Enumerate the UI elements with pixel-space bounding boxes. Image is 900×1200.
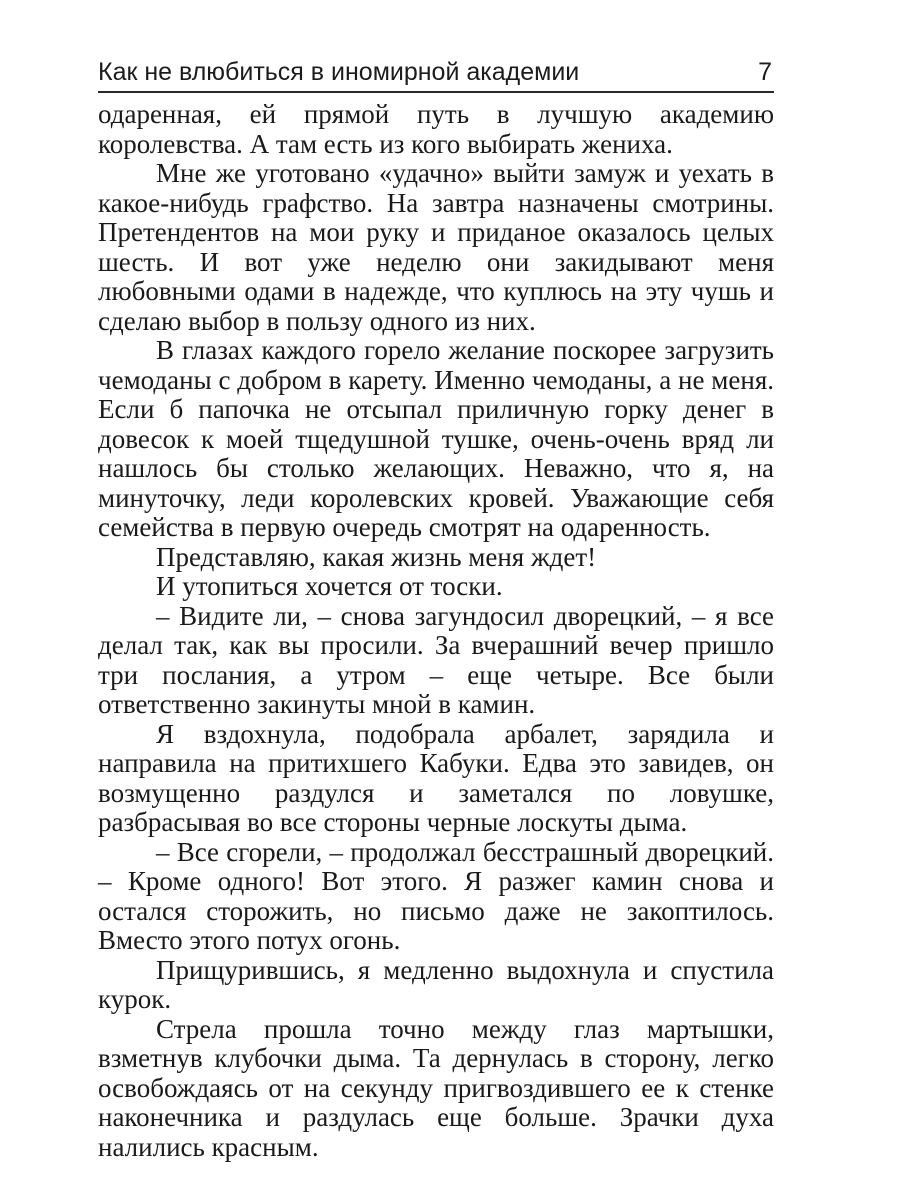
running-title: Как не влюбиться в иномирной академии bbox=[98, 58, 580, 86]
paragraph: Я вздохнула, подобрала арбалет, зарядила и направила на притихшего Кабуки. Едва это завидев, он возмущенно раздулся и заметался по ловушке, разбрасывая во все стороны черные лоскуты дыма. bbox=[98, 718, 774, 837]
paragraph: Прищурившись, я медленно выдохнула и спустила курок. bbox=[98, 954, 774, 1014]
paragraph: Мне же уготовано «удачно» выйти замуж и уехать в какое-нибудь графство. На завтра назначены смотрины. Претендентов на мои руку и приданое оказалось целых шесть. И вот уже неделю они закидывают меня любовными одами в надежде, что куплюсь на эту чушь и сделаю выбор в пользу одного из них. bbox=[98, 158, 774, 336]
running-header bbox=[98, 58, 774, 92]
body-text bbox=[98, 100, 774, 1162]
paragraph: И утопиться хочется от тоски. bbox=[156, 571, 503, 601]
paragraph: – Все сгорели, – продолжал бесстрашный дворецкий. – Кроме одного! Вот этого. Я разжег камин снова и остался сторожить, но письмо даже не закоптилось. Вместо этого потух огонь. bbox=[98, 836, 774, 955]
paragraph: Стрела прошла точно между глаз мартышки, взметнув клубочки дыма. Та дернулась в сторону, легко освобождаясь от на секунду пригвоздившего ее к стенке наконечника и раздулась еще больше. Зрачки духа налились красным. bbox=[98, 1013, 774, 1162]
header-rule bbox=[98, 91, 774, 93]
paragraph: В глазах каждого горело желание поскорее загрузить чемоданы с добром в карету. Именно чемоданы, а не меня. Если б папочка не отсыпал приличную горку денег в довесок к моей тщедушной тушке, очень-очень вряд ли нашлось бы столько желающих. Неважно, что я, на минуточку, леди королевских кровей. Уважающие себя семейства в первую очередь смотрят на одаренность. bbox=[98, 335, 774, 542]
paragraph: – Видите ли, – снова загундосил дворецкий, – я все делал так, как вы просили. За вчерашний вечер пришло три послания, а утром – еще четыре. Все были ответственно закинуты мной в камин. bbox=[98, 600, 774, 719]
paragraph: одаренная, ей прямой путь в лучшую академию королевства. А там есть из кого выбирать жениха. bbox=[98, 99, 774, 159]
page-number: 7 bbox=[758, 58, 772, 86]
paragraph: Представляю, какая жизнь меня ждет! bbox=[156, 541, 597, 572]
